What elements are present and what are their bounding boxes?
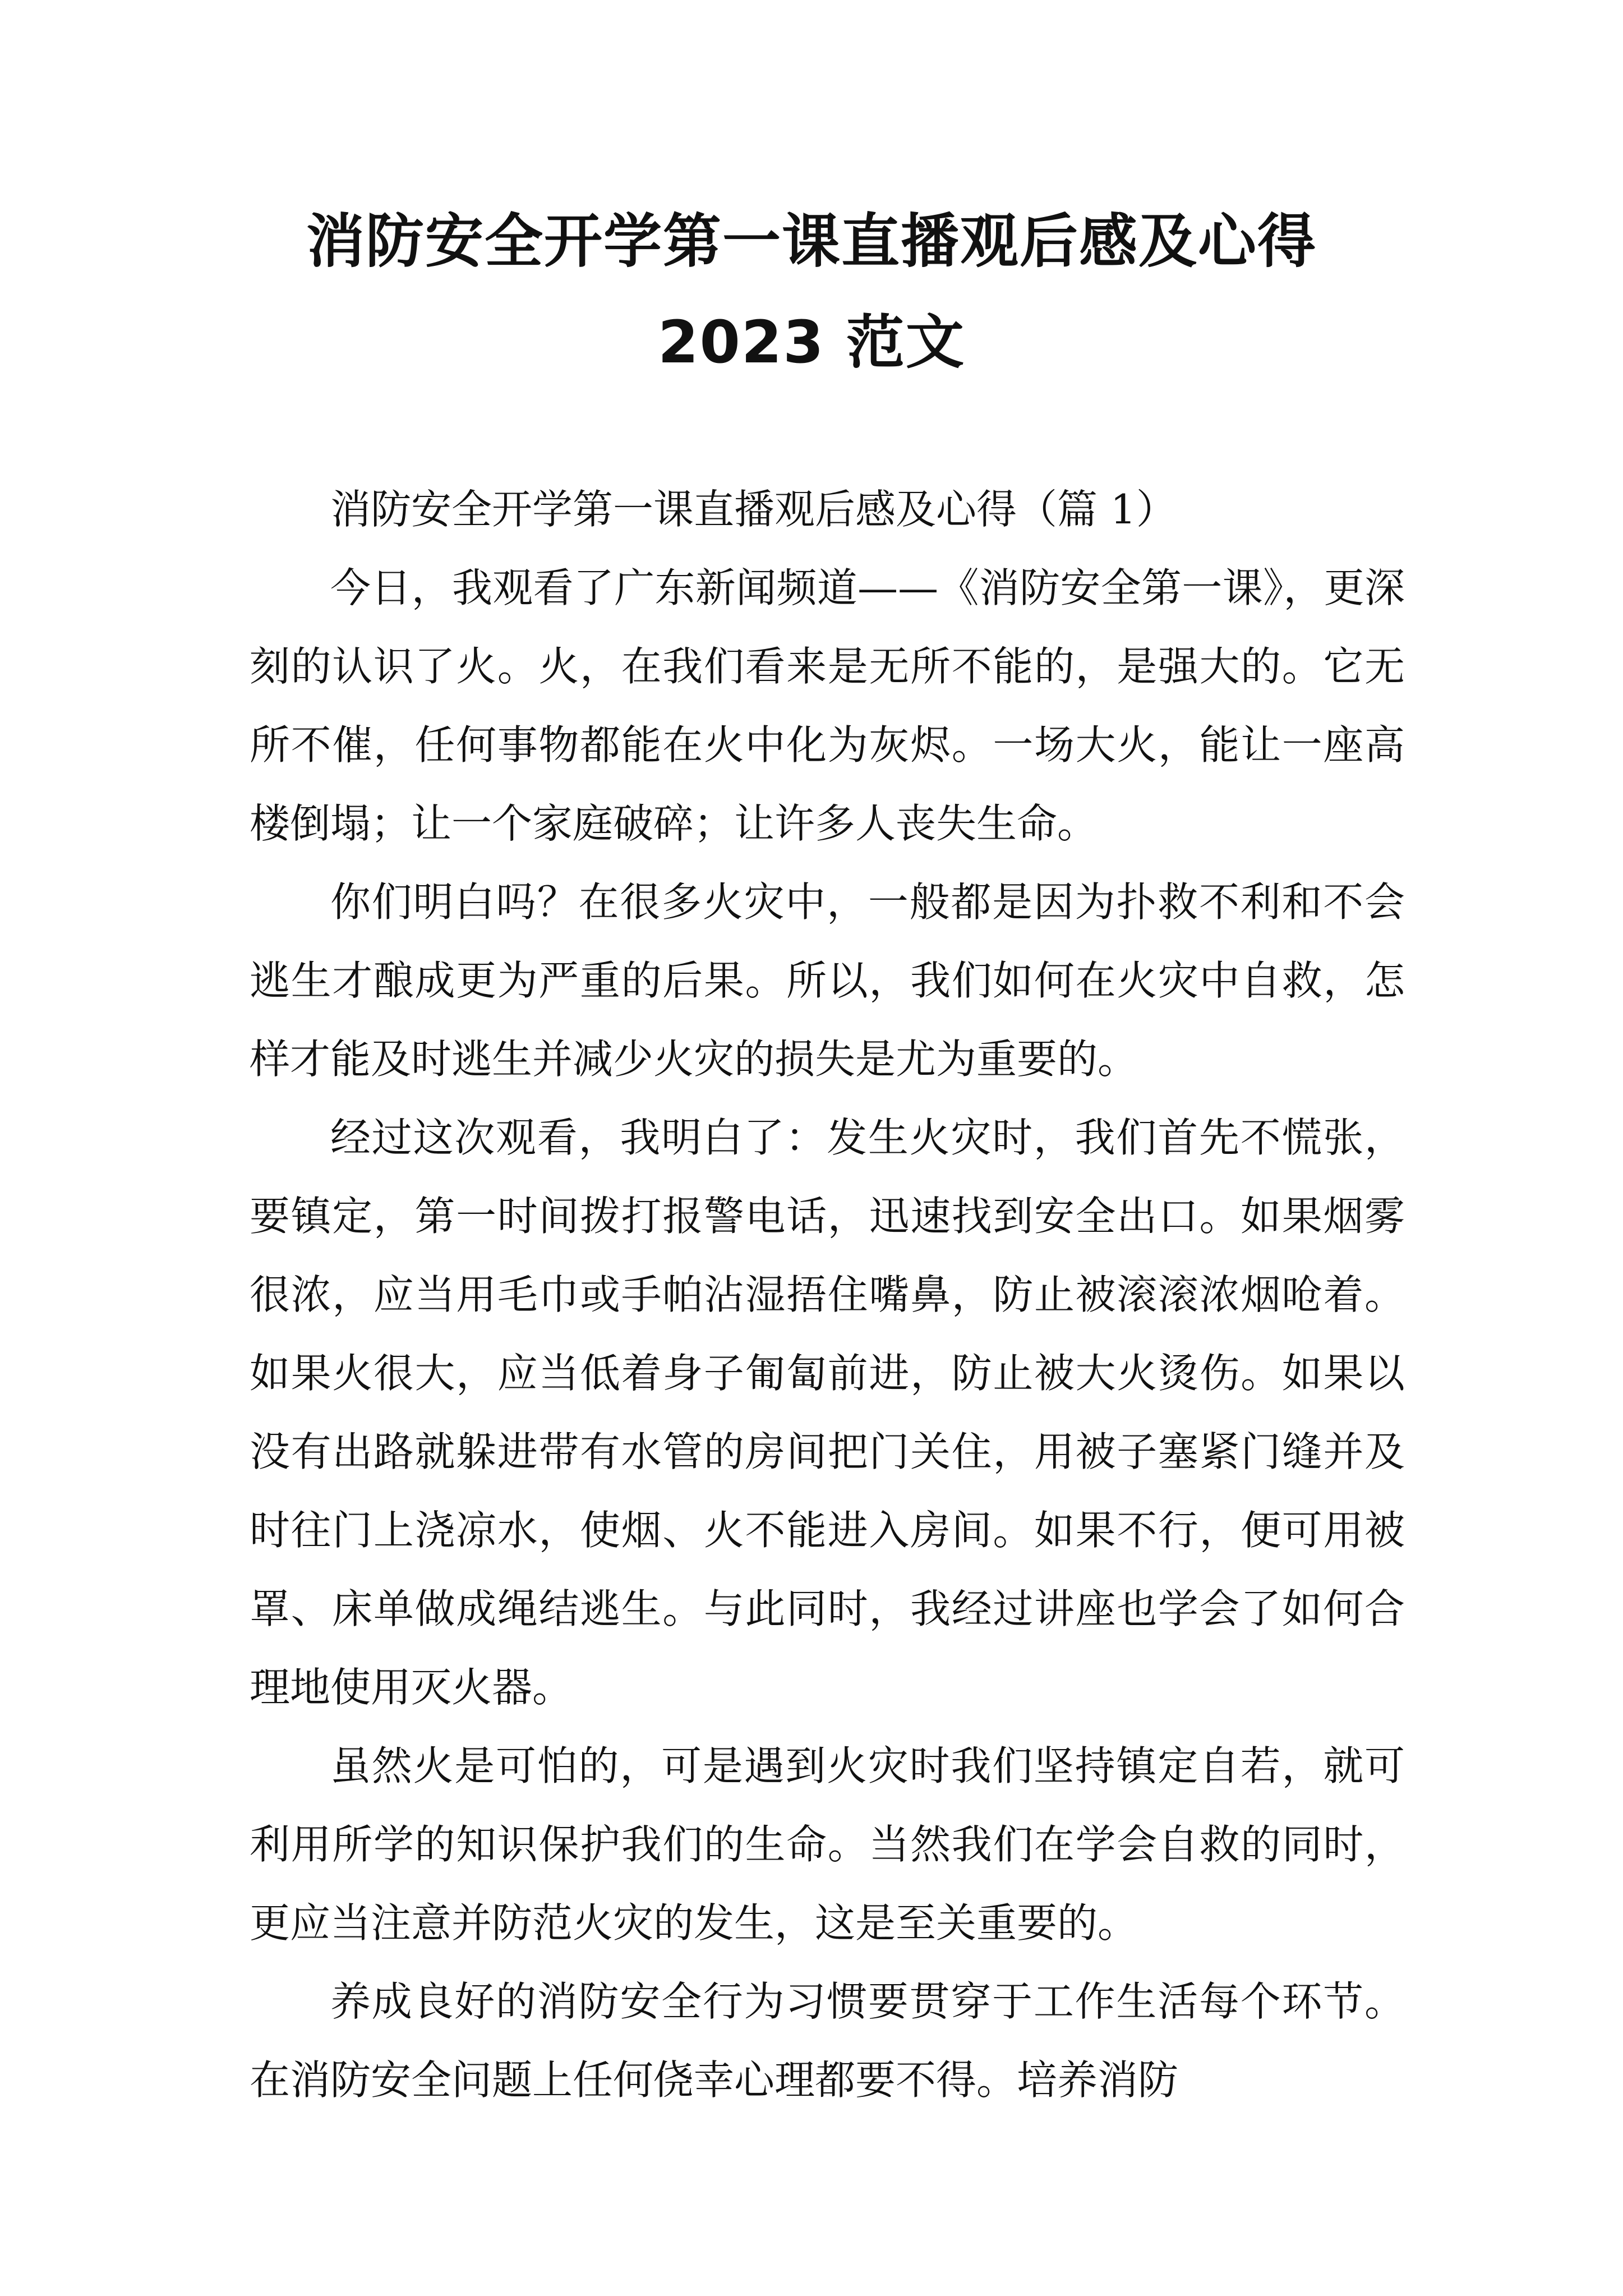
title-line-2: 2023 范文 xyxy=(658,308,965,376)
paragraph-1: 今日，我观看了广东新闻频道——《消防安全第一课》，更深刻的认识了火。火，在我们看来是无所不能的，是强大的。它无所不催，任何事物都能在火中化为灰烬。一场大火，能让一座高楼倒塌；让一个家庭破碎；让许多人丧失生命。 xyxy=(250,564,1405,847)
paragraph-4: 虽然火是可怕的，可是遇到火灾时我们坚持镇定自若，就可利用所学的知识保护我们的生命。当然我们在学会自救的同时，更应当注意并防范火灾的发生，这是至关重要的。 xyxy=(250,1742,1405,1947)
paragraph-5: 养成良好的消防安全行为习惯要贯穿于工作生活每个环节。在消防安全问题上任何侥幸心理都要不得。培养消防 xyxy=(250,1978,1405,2104)
section-heading: 消防安全开学第一课直播观后感及心得（篇 1） xyxy=(330,486,1177,533)
document-body xyxy=(250,470,1405,2119)
document-title xyxy=(0,191,1623,393)
paragraph-2: 你们明白吗？在很多火灾中，一般都是因为扑救不利和不会逃生才酿成更为严重的后果。所以，我们如何在火灾中自救，怎样才能及时逃生并减少火灾的损失是尤为重要的。 xyxy=(250,878,1405,1083)
title-line-1: 消防安全开学第一课直播观后感及心得 xyxy=(306,207,1317,275)
paragraph-3: 经过这次观看，我明白了：发生火灾时，我们首先不慌张，要镇定，第一时间拨打报警电话，迅速找到安全出口。如果烟雾很浓，应当用毛巾或手帕沾湿捂住嘴鼻，防止被滚滚浓烟呛着。如果火很大，应当低着身子匍匐前进，防止被大火烫伤。如果以没有出路就躲进带有水管的房间把门关住，用被子塞紧门缝并及时往门上浇凉水，使烟、火不能进入房间。如果不行，便可用被罩、床单做成绳结逃生。与此同时，我经过讲座也学会了如何合理地使用灭火器。 xyxy=(250,1114,1405,1711)
